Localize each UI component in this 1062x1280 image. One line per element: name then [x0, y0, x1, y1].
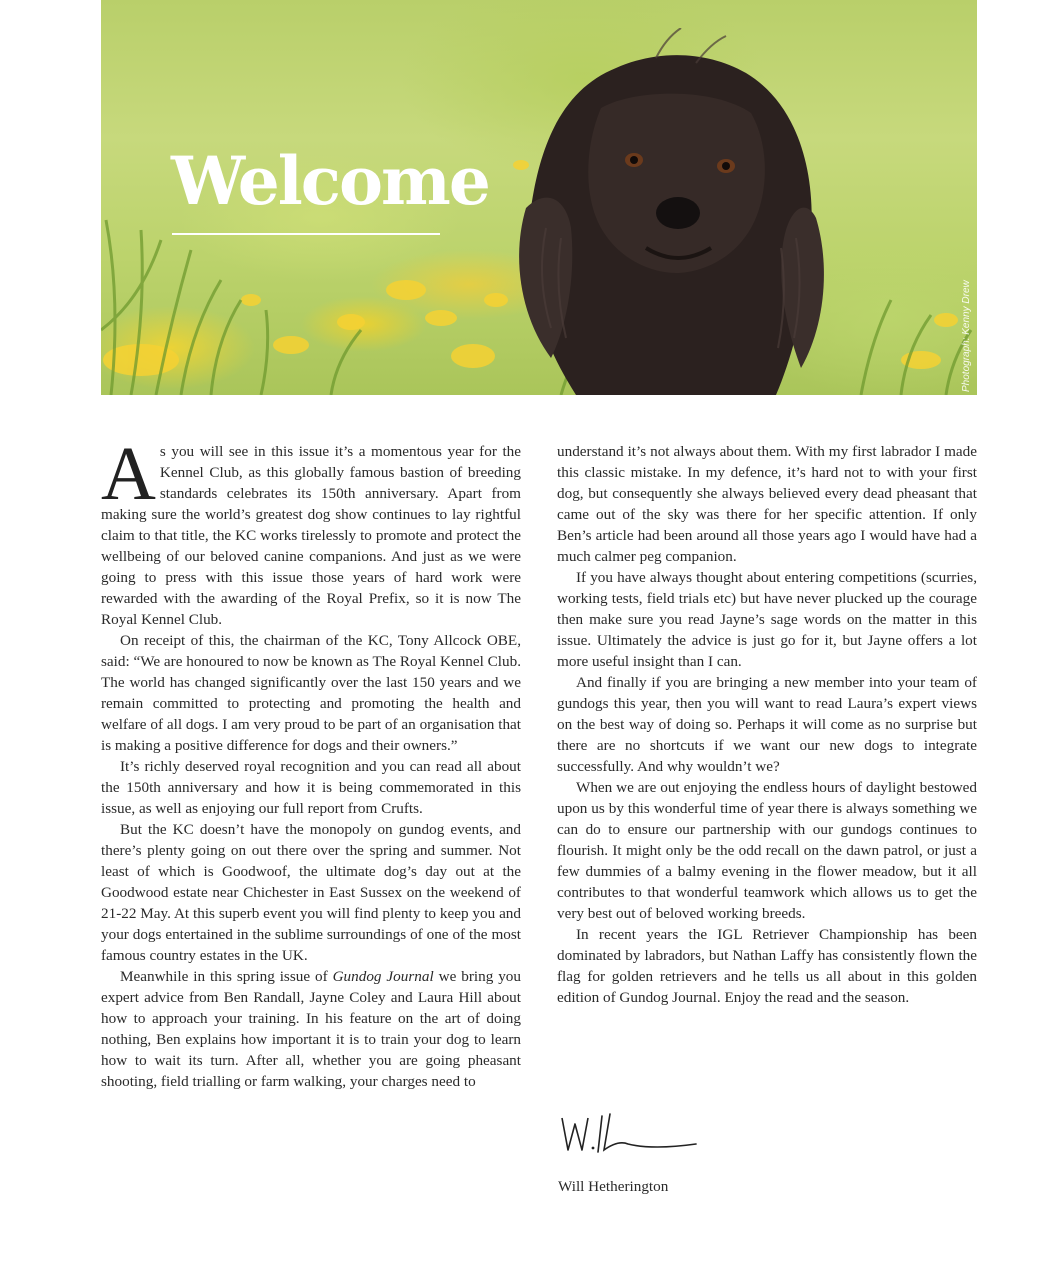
paragraph-2: On receipt of this, the chairman of the KC, Tony Allcock OBE, said: “We are honoured to now be known as The Royal Kennel Club. The world has changed significantly over the last 150 years and we remain committed to protecting and promoting the health and welfare of all dogs. I am very proud to be part of an organisation that is making a positive difference for dogs and their owners.” [101, 632, 521, 754]
paragraph-6: If you have always thought about entering competitions (scurries, working tests, field trials etc) but have never plucked up the courage then make sure you read Jayne’s sage words on the matter in this issue. Ultimately the advice is just go for it, but Jayne offers a lot more useful insight than I can. [557, 569, 977, 670]
paragraph-4: But the KC doesn’t have the monopoly on gundog events, and there’s plenty going on out there over the spring and summer. Not least of which is Goodwoof, the ultimate dog’s day out at the Goodwood estate near Chichester in East Sussex on the weekend of 21-22 May. At this superb event you will find plenty to keep you and your dogs entertained in the sublime surroundings of one of the most famous country estates in the UK. [101, 821, 521, 964]
article-column-right [557, 441, 977, 1008]
hero-photo [101, 0, 977, 395]
drop-cap: A [101, 432, 156, 516]
photo-credit: Photograph: Kenny Drew [961, 280, 972, 392]
paragraph-8: When we are out enjoying the endless hours of daylight bestowed upon us by this wonderful time of year there is always something we can do to ensure our partnership with our gundogs continues to flourish. It might only be the odd recall on the dawn patrol, or just a few dummies of a balmy evening in the flower meadow, but it all contributes to that wonderful teamwork which allows us to get the very best out of beloved working breeds. [557, 779, 977, 922]
title-underline [172, 233, 440, 235]
paragraph-7: And finally if you are bringing a new member into your team of gundogs this year, then you will want to read Laura’s expert views on the best way of doing so. Perhaps it will come as no surprise but there are no shortcuts if we want our new dogs to integrate successfully. And why wouldn’t we? [557, 674, 977, 775]
paragraph-1-text: s you will see in this issue it’s a momentous year for the Kennel Club, as this globally famous bastion of breeding standards celebrates its 150th anniversary. Apart from making sure the world’s greatest dog show continues to lay rightful claim to that title, the KC works tirelessly to promote and protect the wellbeing of our beloved canine companions. And just as we were going to press with this issue those years of hard work were rewarded with the awarding of the Royal Prefix, so it is now The Royal Kennel Club. [101, 443, 521, 628]
paragraph-5-text-end: we bring you expert advice from Ben Randall, Jayne Coley and Laura Hill about how to approach your training. In his feature on the art of doing nothing, Ben explains how important it is to train your dog to learn how to wait its turn. After all, whether you are going pheasant shooting, field trialling or farm walking, your charges need to [101, 968, 521, 1090]
handwritten-signature [558, 1110, 708, 1158]
paragraph-3: It’s richly deserved royal recognition and you can read all about the 150th anniversary and how it is being commemorated in this issue, as well as enjoying our full report from Crufts. [101, 758, 521, 817]
page-title: Welcome [171, 142, 489, 220]
paragraph-5-text-start: Meanwhile in this spring issue of [120, 968, 333, 985]
magazine-name: Gundog Journal [332, 968, 434, 985]
paragraph-5-continued: understand it’s not always about them. With my first labrador I made this classic mistake. In my defence, it’s hard not to with your first dog, but consequently she always believed every dead pheasant that came out of the sky was there for her specific attention. If only Ben’s article had been around all those years ago I would have had a much calmer peg companion. [557, 443, 977, 565]
paragraph-1 [101, 432, 521, 630]
spaniel-dog-illustration [506, 28, 836, 395]
article-column-left [101, 432, 521, 1092]
paragraph-9: In recent years the IGL Retriever Championship has been dominated by labradors, but Nathan Laffy has consistently flown the flag for golden retrievers and he tells us all about in this golden edition of Gundog Journal. Enjoy the read and the season. [557, 926, 977, 1006]
author-name: Will Hetherington [558, 1178, 669, 1195]
paragraph-5 [101, 966, 521, 1092]
